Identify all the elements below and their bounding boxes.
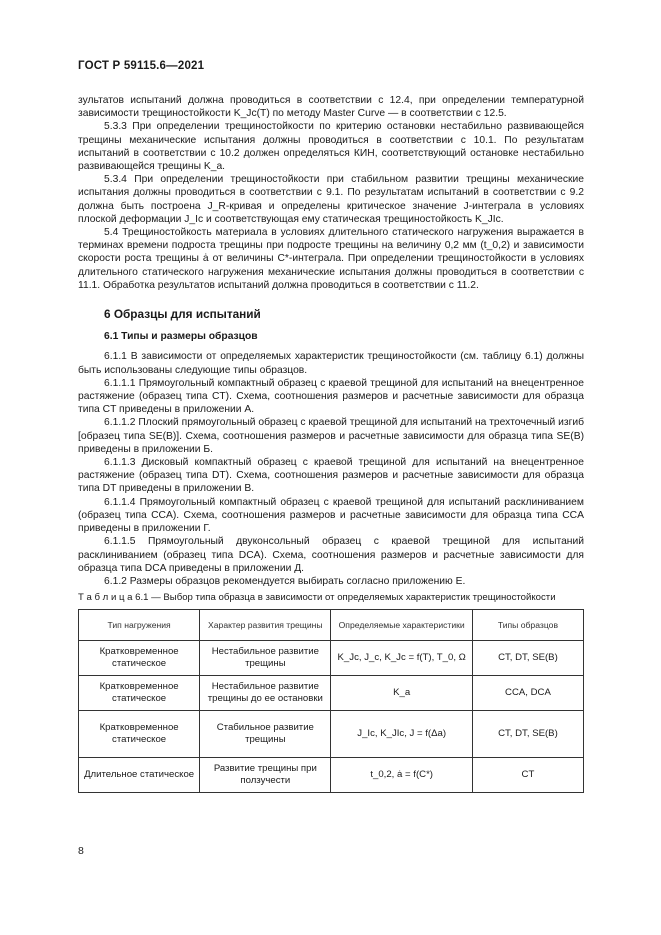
paragraph-5-4: 5.4 Трещиностойкость материала в условиях длительного статического нагружения выражается в терминах времени подроста трещины при подросте трещины на величину 0,2 мм (t_0,2) и зависимости скорости роста трещины ȧ от величины C*-интеграла. При определении трещиностойкости в условиях длительного статического нагружения механические испытания должны проводиться в соответствии с 11.1. Обработка результатов испытаний должна проводиться в соответствии с 11.2.: [78, 227, 584, 291]
header-load-type: Тип нагружения: [79, 610, 200, 641]
cell-types: CT, DT, SE(B): [472, 711, 583, 758]
document-header: ГОСТ Р 59115.6—2021: [78, 60, 205, 72]
cell-characteristics: K_Jc, J_c, K_Jc = f(T), T_0, Ω: [331, 641, 472, 676]
document-body: [78, 94, 584, 793]
specimen-selection-table: [78, 609, 584, 793]
cell-load: Длительное статическое: [79, 758, 200, 793]
subsection-title: 6.1 Типы и размеры образцов: [104, 331, 258, 343]
cell-crack: Нестабильное развитие трещины: [200, 641, 331, 676]
cell-types: CT: [472, 758, 583, 793]
item-6-1-1: 6.1.1 В зависимости от определяемых характеристик трещиностойкости (см. таблицу 6.1) должны быть использованы следующие типы образцов.: [78, 351, 584, 376]
header-crack-behavior: Характер развития трещины: [200, 610, 331, 641]
paragraph-5-3-3: 5.3.3 При определении трещиностойкости по критерию остановки нестабильно развивающейся трещины механические испытания должны проводиться в соответствии с 10.1. По результатам испытаний в соответствии с 10.2 должен определяться КИН, соответствующий остановке нестабильно развивающейся трещины K_a.: [78, 121, 584, 173]
table-row: [79, 711, 584, 758]
table-row: [79, 758, 584, 793]
cell-types: CCA, DCA: [472, 676, 583, 711]
section-title: 6 Образцы для испытаний: [104, 307, 261, 322]
table-row: [79, 641, 584, 676]
paragraph-5-3-4: 5.3.4 При определении трещиностойкости при стабильном развитии трещины механические испытания должны проводиться в соответствии с 9.1. По результатам испытаний в соответствии с 9.2 должна быть построена J_R-кривая и определены критическое значение J-интеграла в условиях плоской деформации J_Ic и соответствующая ему статическая трещиностойкость K_JIc.: [78, 174, 584, 225]
cell-crack: Развитие трещины при ползучести: [200, 758, 331, 793]
cell-load: Кратковременное статическое: [79, 711, 200, 758]
table-header-row: [79, 610, 584, 641]
item-6-1-1-2: 6.1.1.2 Плоский прямоугольный образец с краевой трещиной для испытаний на трехточечный изгиб [образец типа SE(B)]. Схема, соотношения размеров и расчетные зависимости для образца типа SE(B) приведены в приложении Б.: [78, 417, 584, 455]
cell-load: Кратковременное статическое: [79, 641, 200, 676]
table-caption: [78, 591, 584, 604]
table-caption-text: — Выбор типа образца в зависимости от определяемых характеристик трещиностойкости: [148, 592, 556, 604]
paragraph-p1: зультатов испытаний должна проводиться в соответствии с 12.4, при определении температурной зависимости трещиностойкости K_Jc(T) по методу Master Curve — в соответствии с 12.5.: [78, 95, 584, 120]
table-caption-label: Т а б л и ц а 6.1: [78, 592, 149, 604]
item-6-1-1-4: 6.1.1.4 Прямоугольный компактный образец с краевой трещиной для испытаний расклиниванием (образец типа CCA). Схема, соотношения размеров и расчетные зависимости для образца типа CCA приведены в приложении Г.: [78, 496, 584, 535]
cell-types: CT, DT, SE(B): [472, 641, 583, 676]
item-6-1-1-5: 6.1.1.5 Прямоугольный двуконсольный образец с краевой трещиной для испытаний расклиниванием (образец типа DCA). Схема, соотношения размеров и расчетные зависимости для образца типа DCA приведены в приложении Д.: [78, 536, 584, 574]
table-row: [79, 676, 584, 711]
item-6-1-1-3: 6.1.1.3 Дисковый компактный образец с краевой трещиной для испытаний на внецентренное растяжение (образец типа DT). Схема, соотношения размеров и расчетные зависимости для образца типа DT приведены в приложении В.: [78, 457, 584, 495]
cell-characteristics: t_0,2, ȧ = f(C*): [331, 758, 472, 793]
cell-crack: Стабильное развитие трещины: [200, 711, 331, 758]
item-6-1-1-1: 6.1.1.1 Прямоугольный компактный образец с краевой трещиной для испытаний на внецентренное растяжение (образец типа CT). Схема, соотношения размеров и расчетные зависимости для образца типа CT приведены в приложении А.: [78, 377, 584, 416]
cell-characteristics: J_Ic, K_JIc, J = f(Δa): [331, 711, 472, 758]
item-6-1-2: 6.1.2 Размеры образцов рекомендуется выбирать согласно приложению Е.: [104, 575, 466, 587]
cell-load: Кратковременное статическое: [79, 676, 200, 711]
page-number: 8: [78, 845, 84, 857]
header-specimen-types: Типы образцов: [472, 610, 583, 641]
header-characteristics: Определяемые характеристики: [331, 610, 472, 641]
cell-characteristics: K_a: [331, 676, 472, 711]
cell-crack: Нестабильное развитие трещины до ее остановки: [200, 676, 331, 711]
